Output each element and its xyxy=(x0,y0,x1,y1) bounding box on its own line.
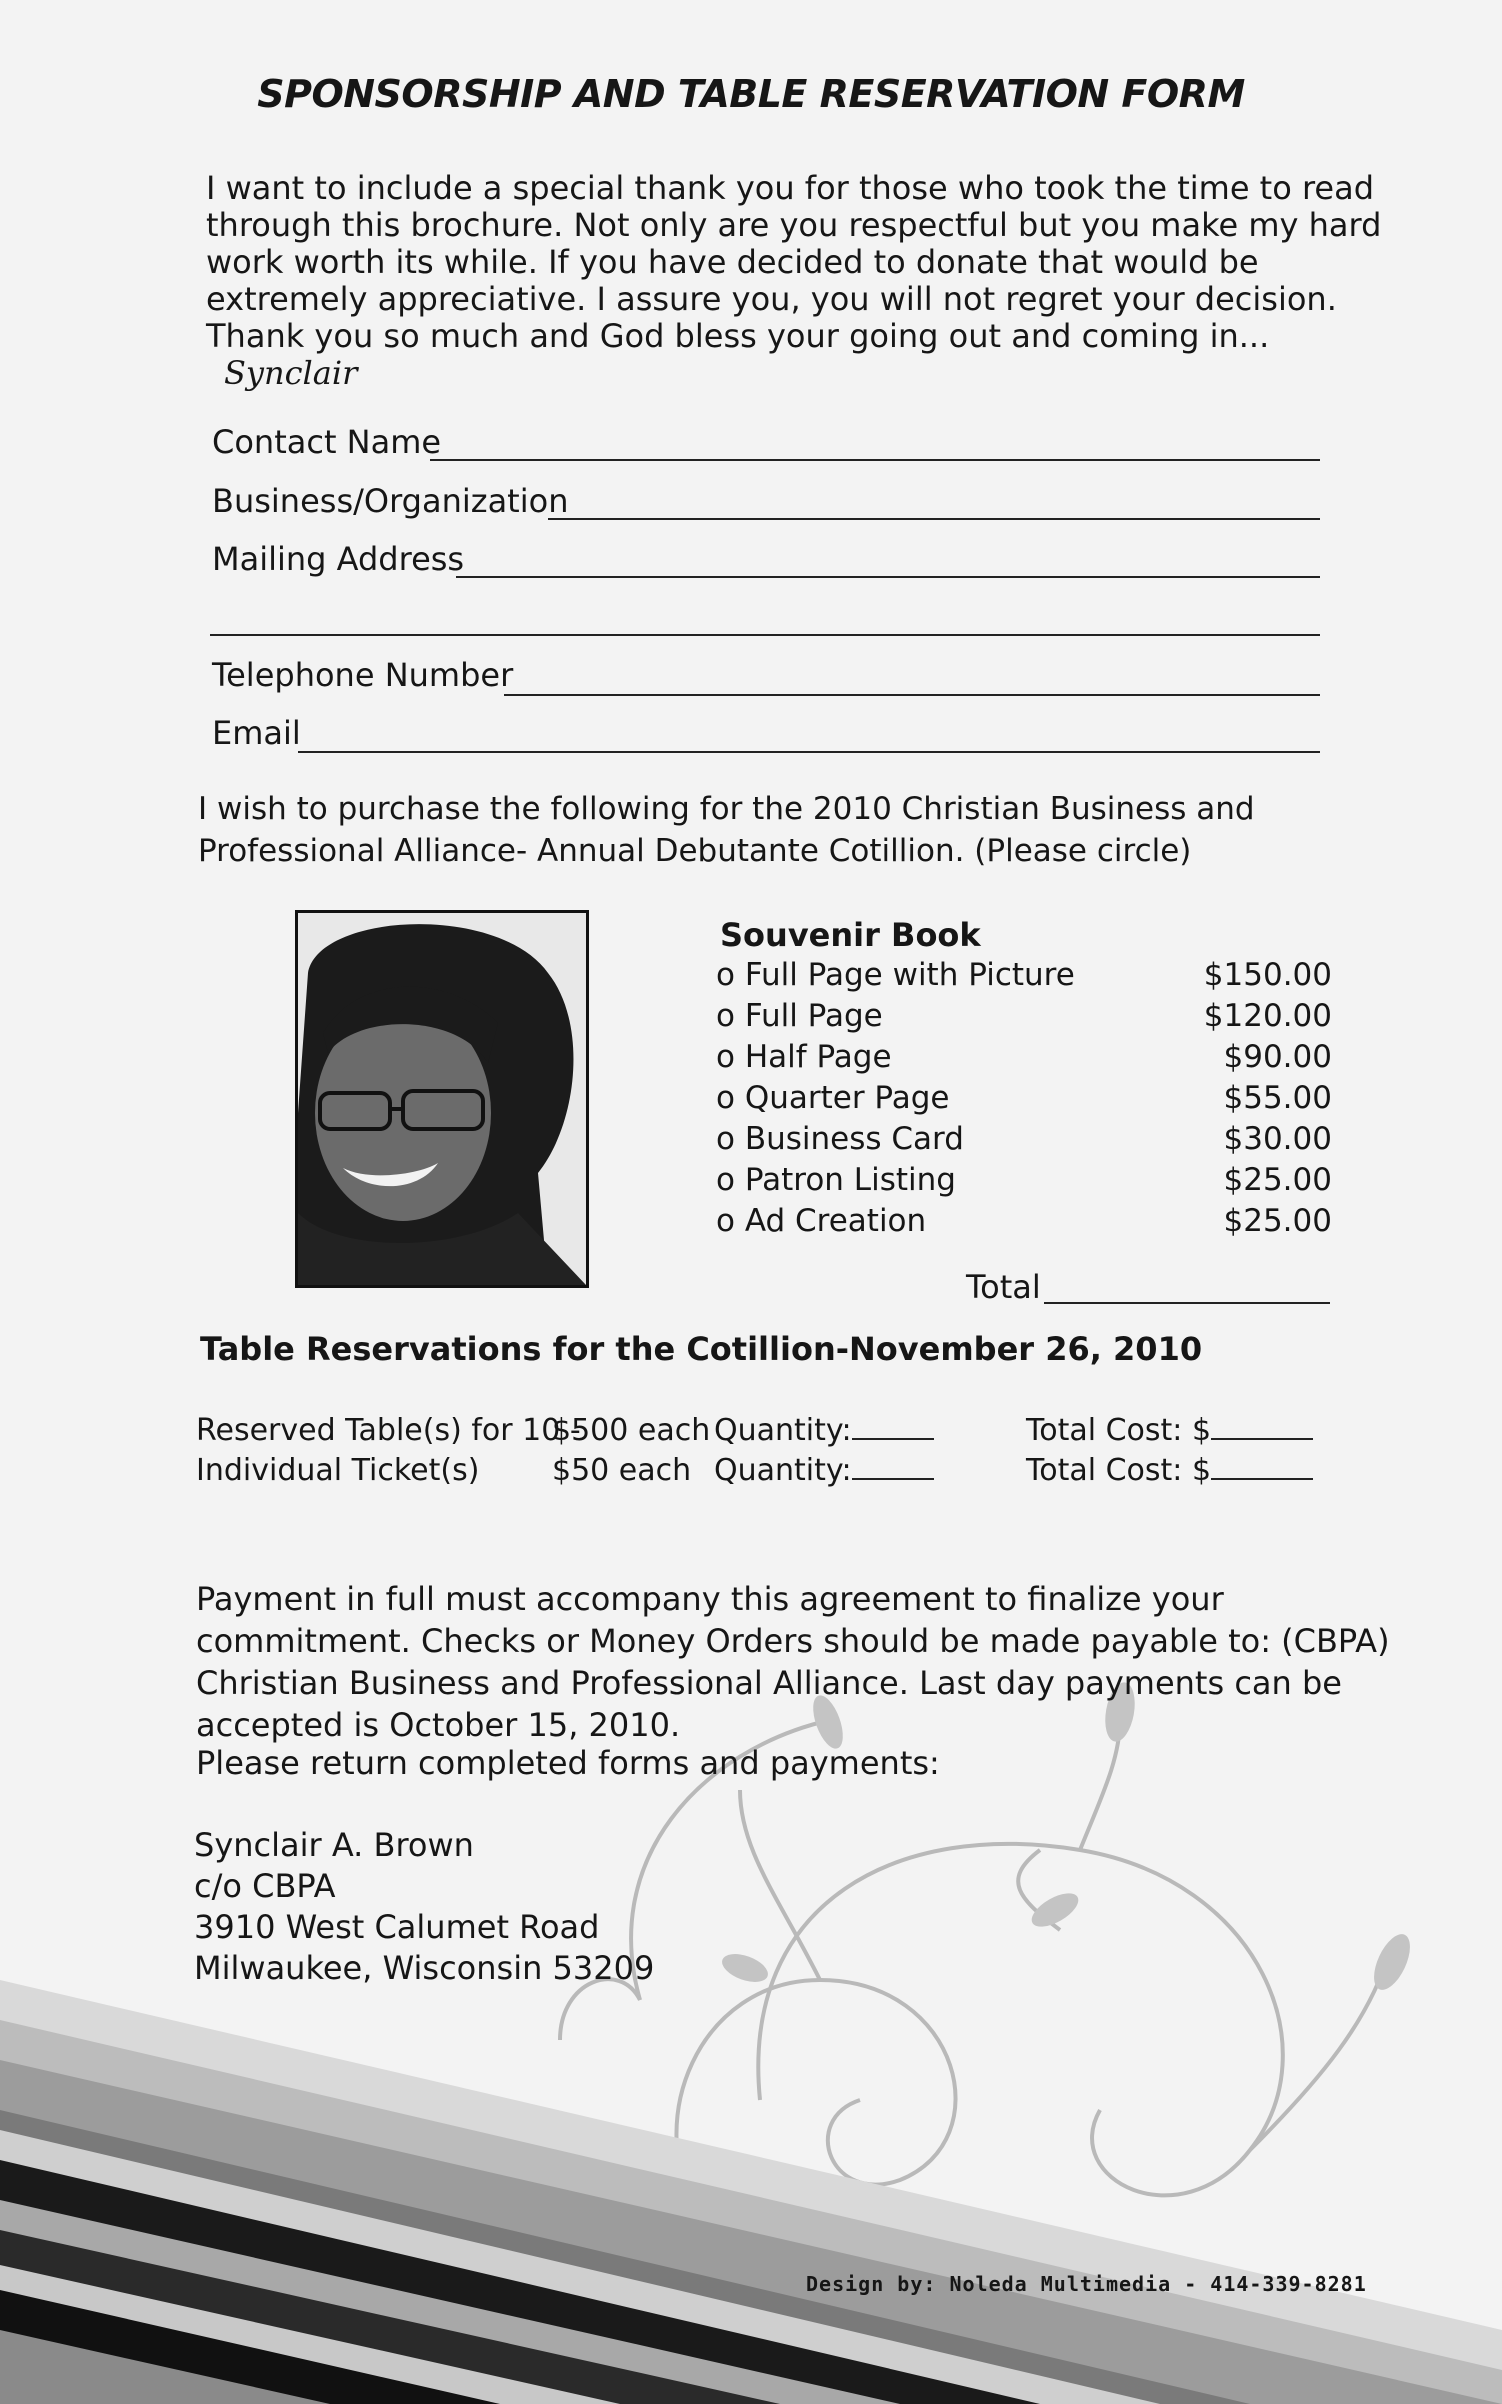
address-line-street: 3910 West Calumet Road xyxy=(194,1908,600,1946)
price-half-page: $90.00 xyxy=(1223,1039,1332,1075)
individual-ticket-quantity-field[interactable] xyxy=(852,1478,934,1480)
individual-ticket-label: Individual Ticket(s) xyxy=(196,1453,480,1488)
individual-ticket-total-label: Total Cost: $ xyxy=(1026,1453,1212,1488)
souvenir-option-patron-listing[interactable]: o Patron Listing xyxy=(716,1162,956,1198)
mailing-address-label: Mailing Address xyxy=(212,540,465,578)
mailing-address-field[interactable] xyxy=(456,576,1320,578)
souvenir-total-field[interactable] xyxy=(1044,1302,1330,1304)
price-patron-listing: $25.00 xyxy=(1223,1162,1332,1198)
reserved-table-quantity-label: Quantity: xyxy=(714,1413,852,1448)
reserved-table-total-field[interactable] xyxy=(1211,1438,1313,1440)
individual-ticket-total[interactable] xyxy=(1026,1453,1313,1488)
diagonal-stripes xyxy=(0,1980,1502,2404)
telephone-label: Telephone Number xyxy=(212,656,514,694)
intro-text: I want to include a special thank you for those who took the time to read through this brochure. Not only are you respectful but you make my hard work worth its while. If you have decided to donate that would be extremely appreciative. I assure you, you will not regret your decision. Thank you so much and God bless your going out and coming in... xyxy=(206,169,1382,355)
portrait-photo xyxy=(295,910,589,1288)
individual-ticket-quantity-label: Quantity: xyxy=(714,1453,852,1488)
purchase-statement: I wish to purchase the following for the 2010 Christian Business and Professional Alliance- Annual Debutante Cotillion. (Please circle) xyxy=(198,791,1255,869)
contact-name-field[interactable] xyxy=(430,459,1320,461)
mailing-address-block xyxy=(194,1825,654,1989)
reserved-table-total-label: Total Cost: $ xyxy=(1026,1413,1212,1448)
signature: Synclair xyxy=(224,354,358,392)
email-field[interactable] xyxy=(298,751,1320,753)
souvenir-book-heading: Souvenir Book xyxy=(720,916,981,954)
souvenir-option-full-page-picture[interactable]: o Full Page with Picture xyxy=(716,957,1075,993)
souvenir-option-quarter-page[interactable]: o Quarter Page xyxy=(716,1080,950,1116)
return-instructions: Please return completed forms and payments: xyxy=(196,1744,940,1782)
individual-ticket-total-field[interactable] xyxy=(1211,1478,1313,1480)
reserved-table-quantity-field[interactable] xyxy=(852,1438,934,1440)
price-quarter-page: $55.00 xyxy=(1223,1080,1332,1116)
address-line-city: Milwaukee, Wisconsin 53209 xyxy=(194,1949,655,1987)
table-reservations-heading: Table Reservations for the Cotillion-November 26, 2010 xyxy=(200,1330,1203,1368)
souvenir-option-business-card[interactable]: o Business Card xyxy=(716,1121,964,1157)
individual-ticket-quantity[interactable] xyxy=(714,1453,934,1488)
souvenir-total-label: Total xyxy=(966,1268,1041,1306)
reserved-table-price: $500 each xyxy=(552,1413,711,1448)
price-business-card: $30.00 xyxy=(1223,1121,1332,1157)
price-full-page: $120.00 xyxy=(1203,998,1332,1034)
reserved-table-total[interactable] xyxy=(1026,1413,1313,1448)
intro-paragraph xyxy=(206,170,1426,392)
telephone-field[interactable] xyxy=(504,694,1320,696)
souvenir-option-half-page[interactable]: o Half Page xyxy=(716,1039,892,1075)
contact-name-label: Contact Name xyxy=(212,423,442,461)
souvenir-option-ad-creation[interactable]: o Ad Creation xyxy=(716,1203,927,1239)
address-line-care-of: c/o CBPA xyxy=(194,1867,336,1905)
reserved-table-quantity[interactable] xyxy=(714,1413,934,1448)
mailing-address-field-line2[interactable] xyxy=(210,634,1320,636)
design-credit: Design by: Noleda Multimedia - 414-339-8281 xyxy=(806,2272,1367,2296)
address-line-name: Synclair A. Brown xyxy=(194,1826,474,1864)
individual-ticket-price: $50 each xyxy=(552,1453,692,1488)
form-title: SPONSORSHIP AND TABLE RESERVATION FORM xyxy=(257,72,1245,116)
souvenir-option-full-page[interactable]: o Full Page xyxy=(716,998,883,1034)
business-label: Business/Organization xyxy=(212,482,569,520)
reserved-table-label: Reserved Table(s) for 10 - xyxy=(196,1413,581,1448)
email-label: Email xyxy=(212,714,301,752)
business-field[interactable] xyxy=(548,518,1320,520)
payment-terms: Payment in full must accompany this agreement to finalize your commitment. Checks or Money Orders should be made payable to: (CBPA) Christian Business and Professional Alliance. Last day payments can be accepted is October 15, 2010. xyxy=(196,1580,1390,1744)
price-ad-creation: $25.00 xyxy=(1223,1203,1332,1239)
price-full-page-picture: $150.00 xyxy=(1203,957,1332,993)
